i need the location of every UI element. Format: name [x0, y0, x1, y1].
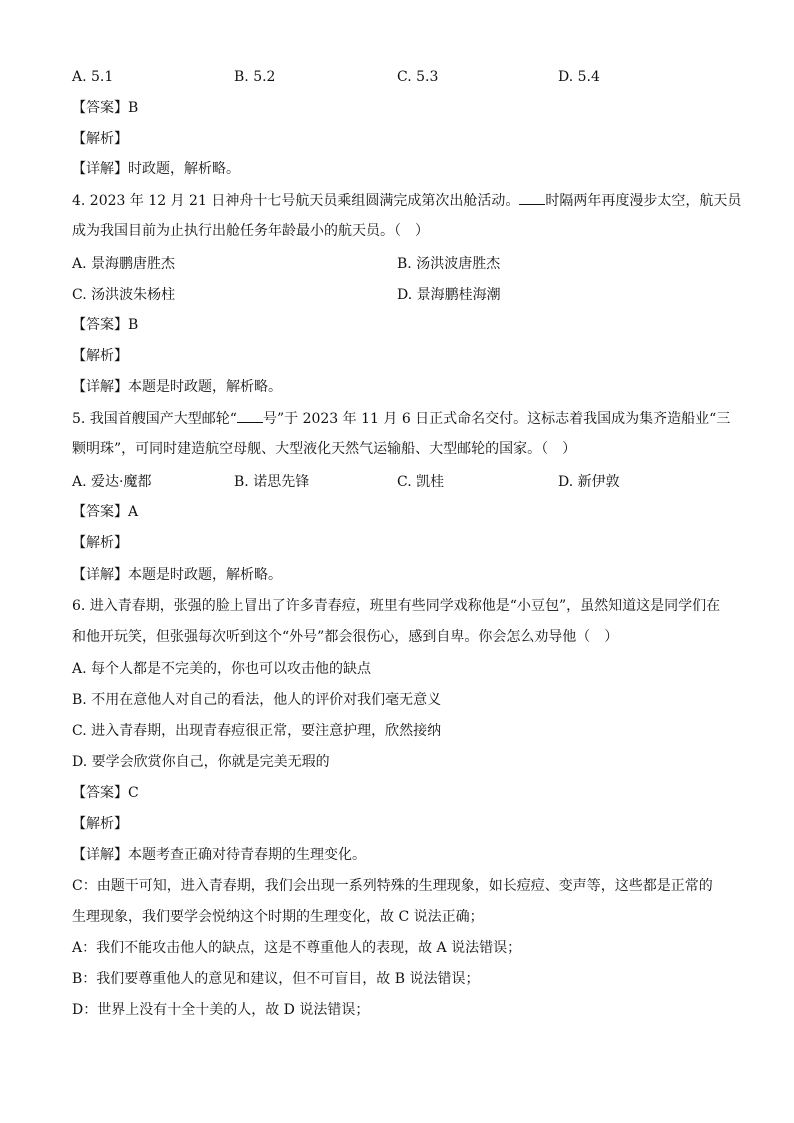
- q5-option-c: C. 凯桂: [397, 474, 445, 490]
- q6-explain-c-1: C：由题干可知，进入青春期，我们会出现一系列特殊的生理现象，如长痘痘、变声等，这些都是正常的: [72, 878, 713, 894]
- q3-option-c: C. 5.3: [397, 69, 439, 85]
- q4-option-a: A. 景海鹏唐胜杰: [72, 256, 176, 272]
- q4-analysis: 【解析】: [72, 348, 128, 364]
- q4-answer: 【答案】B: [72, 317, 139, 333]
- q6-explain-c-2: 生理现象，我们要学会悦纳这个时期的生理变化，故 C 说法正确；: [72, 909, 484, 925]
- q5-stem-line2: 颗明珠”，可同时建造航空母舰、大型液化天然气运输船、大型邮轮的国家。（ ）: [72, 441, 577, 457]
- q6-option-d: D. 要学会欣赏你自己，你就是完美无瑕的: [72, 754, 330, 770]
- q4-detail: 【详解】本题是时政题，解析略。: [72, 379, 282, 395]
- q4-stem-line1: 4. 2023 年 12 月 21 日神舟十七号航天员乘组圆满完成第次出舱活动。 时隔两年再度漫步太空，航天员: [72, 190, 741, 211]
- q3-answer: 【答案】B: [72, 100, 139, 116]
- q3-option-d: D. 5.4: [558, 69, 600, 85]
- q6-stem-line1: 6. 进入青春期，张强的脸上冒出了许多青春痘，班里有些同学戏称他是“小豆包”，虽然知道这是同学们在: [72, 598, 721, 614]
- q5-option-d: D. 新伊敦: [558, 474, 620, 490]
- q5-analysis: 【解析】: [72, 535, 128, 551]
- q3-option-b: B. 5.2: [234, 69, 276, 85]
- q5-option-a: A. 爱达·魔都: [72, 474, 152, 490]
- q6-stem-line2: 和他开玩笑，但张强每次听到这个“外号”都会很伤心，感到自卑。你会怎么劝导他（ ）: [72, 629, 619, 645]
- q6-option-c: C. 进入青春期，出现青春痘很正常，要注意护理，欣然接纳: [72, 723, 442, 739]
- q6-explain-a: A：我们不能攻击他人的缺点，这是不尊重他人的表现，故 A 说法错误；: [72, 940, 522, 956]
- q6-option-a: A. 每个人都是不完美的，你也可以攻击他的缺点: [72, 661, 372, 677]
- q5-option-b: B. 诺思先锋: [234, 474, 310, 490]
- q4-option-b: B. 汤洪波唐胜杰: [397, 256, 501, 272]
- q5-detail: 【详解】本题是时政题，解析略。: [72, 567, 282, 583]
- q6-analysis: 【解析】: [72, 816, 128, 832]
- q4-stem-line2: 成为我国目前为止执行出舱任务年龄最小的航天员。（ ）: [72, 223, 429, 239]
- q4-option-c: C. 汤洪波朱杨柱: [72, 287, 176, 303]
- q4-blank: [519, 190, 545, 205]
- q6-option-b: B. 不用在意他人对自己的看法，他人的评价对我们毫无意义: [72, 692, 442, 708]
- q4-option-d: D. 景海鹏桂海潮: [397, 287, 501, 303]
- q6-answer: 【答案】C: [72, 785, 139, 801]
- q5-stem-line1: 5. 我国首艘国产大型邮轮“ 号”于 2023 年 11 月 6 日正式命名交付。这标志着我国成为集齐造船业“三: [72, 408, 730, 429]
- q3-option-a: A. 5.1: [72, 69, 114, 85]
- q3-detail: 【详解】时政题，解析略。: [72, 161, 240, 177]
- q3-analysis: 【解析】: [72, 131, 128, 147]
- q6-explain-b: B：我们要尊重他人的意见和建议，但不可盲目，故 B 说法错误；: [72, 971, 480, 987]
- q5-answer: 【答案】A: [72, 504, 139, 520]
- q5-blank: [237, 408, 263, 423]
- q6-detail: 【详解】本题考查正确对待青春期的生理变化。: [72, 847, 366, 863]
- q6-explain-d: D：世界上没有十全十美的人，故 D 说法错误；: [72, 1002, 370, 1018]
